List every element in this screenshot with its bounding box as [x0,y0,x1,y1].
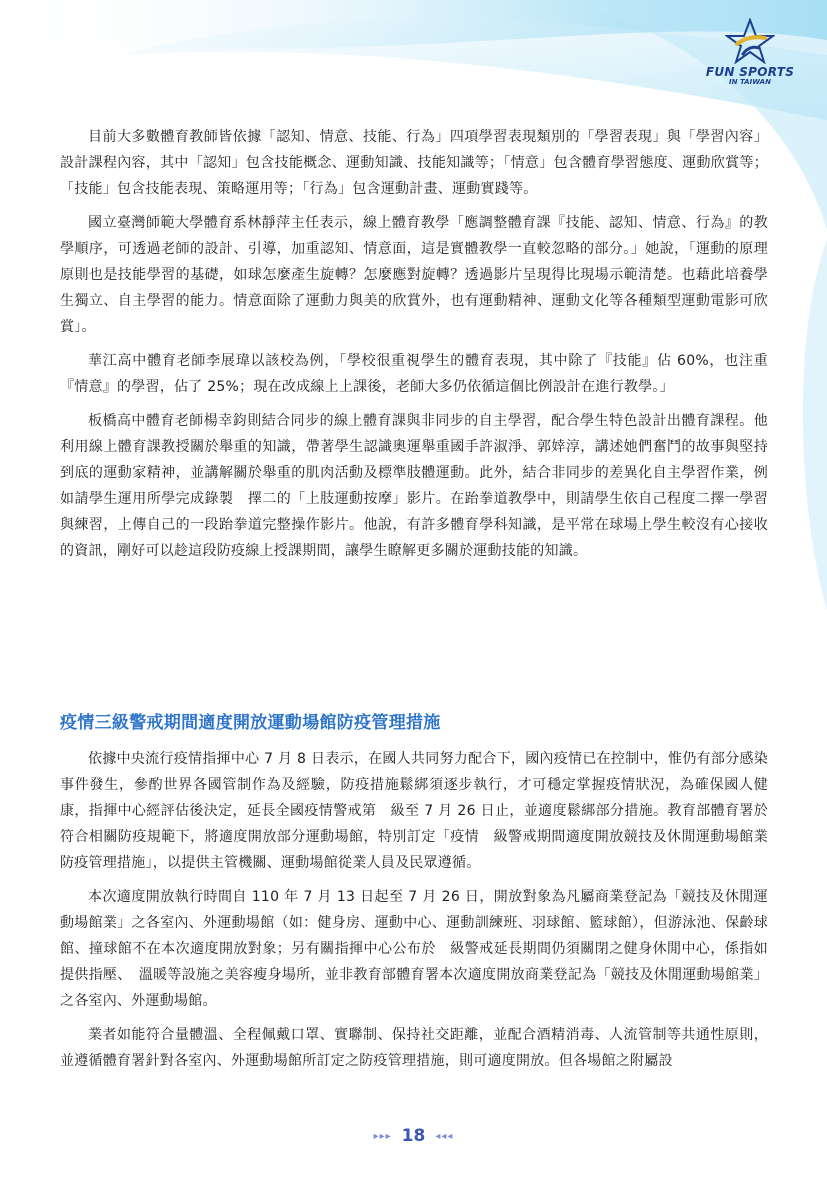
paragraph-3: 華江高中體育老師李展瑋以該校為例，「學校很重視學生的體育表現，其中除了『技能』佔 60%，也注重『情意』的學習，佔了 25%；現在改成線上上課後，老師大多仍依循這個比例設計在進行教學。」 [60,353,768,395]
logo-title: FUN SPORTS [705,65,795,79]
paragraph-4: 板橋高中體育老師楊幸鈞則結合同步的線上體育課與非同步的自主學習，配合學生特色設計出體育課程。他利用線上體育課教授關於舉重的知識，帶著學生認識奧運舉重國手許淑淨、郭婞淳，講述她們奮鬥的故事與堅持到底的運動家精神，並講解關於舉重的肌肉活動及標準肢體運動。此外，結合非同步的差異化自主學習作業，例如請學生運用所學完成錄製 擇二的「上肢運動按摩」影片。在跆拳道教學中，則請學生依自己程度二擇一學習與練習，上傳自己的一段跆拳道完整操作影片。他說，有許多體育學科知識，是平常在球場上學生較沒有心接收的資訊，剛好可以趁這段防疫線上授課期間，讓學生瞭解更多關於運動技能的知識。 [60,413,768,559]
paragraph-1: 目前大多數體育教師皆依據「認知、情意、技能、行為」四項學習表現類別的「學習表現」與「學習內容」設計課程內容，其中「認知」包含技能概念、運動知識、技能知識等；「情意」包含體育學習態度、運動欣賞等；「技能」包含技能表現、策略運用等；「行為」包含運動計畫、運動實踐等。 [60,129,768,197]
section-body [60,746,768,1074]
section-title: 疫情三級警戒期間適度開放運動場館防疫管理措施 [60,713,441,733]
page-number: 18 [401,1126,426,1146]
fun-sports-star-icon [725,18,775,64]
section-paragraph-3: 業者如能符合量體溫、全程佩戴口罩、實聯制、保持社交距離，並配合酒精消毒、人流管制等共通性原則，並遵循體育署針對各室內、外運動場館所訂定之防疫管理措施，則可適度開放。但各場館之附屬設 [60,1027,768,1069]
logo-subtitle: IN TAIWAN [729,78,771,86]
fun-sports-logo [700,18,800,94]
section-paragraph-1: 依據中央流行疫情指揮中心 7 月 8 日表示，在國人共同努力配合下，國內疫情已在控制中，惟仍有部分感染事件發生，參酌世界各國管制作為及經驗，防疫措施鬆綁須逐步執行，才可穩定掌握疫情狀況，為確保國人健康，指揮中心經評估後決定，延長全國疫情警戒第 級至 7 月 26 日止，並適度鬆綁部分措施。教育部體育署於符合相關防疫規範下，將適度開放部分運動場館，特別訂定「疫情 級警戒期間適度開放競技及休閒運動場館業防疫管理措施」，以提供主管機關、運動場館從業人員及民眾遵循。 [60,751,768,871]
article-body [60,124,768,564]
section-paragraph-2: 本次適度開放執行時間自 110 年 7 月 13 日起至 7 月 26 日，開放對象為凡屬商業登記為「競技及休閒運動場館業」之各室內、外運動場館（如：健身房、運動中心、運動訓練班、羽球館、籃球館），但游泳池、保齡球館、撞球館不在本次適度開放對象；另有關指揮中心公布於 級警戒延長期間仍須關閉之健身休閒中心，係指如提供指壓、 溫暖等設施之美容瘦身場所，並非教育部體育署本次適度開放商業登記為「競技及休閒運動場館業」之各室內、外運動場館。 [60,889,768,1009]
paragraph-2: 國立臺灣師範大學體育系林靜萍主任表示，線上體育教學「應調整體育課『技能、認知、情意、行為』的教學順序，可透過老師的設計、引導，加重認知、情意面，這是實體教學一直較忽略的部分。」她說，「運動的原理原則也是技能學習的基礎，如球怎麼產生旋轉？怎麼應對旋轉？透過影片呈現得比現場示範清楚。也藉此培養學生獨立、自主學習的能力。情意面除了運動力與美的欣賞外，也有運動精神、運動文化等各種類型運動電影可欣賞」。 [60,215,768,335]
right-arrows-icon: ◂◂◂ [435,1130,454,1142]
left-arrows-icon: ▸▸▸ [373,1130,392,1142]
page-footer [0,1122,827,1150]
